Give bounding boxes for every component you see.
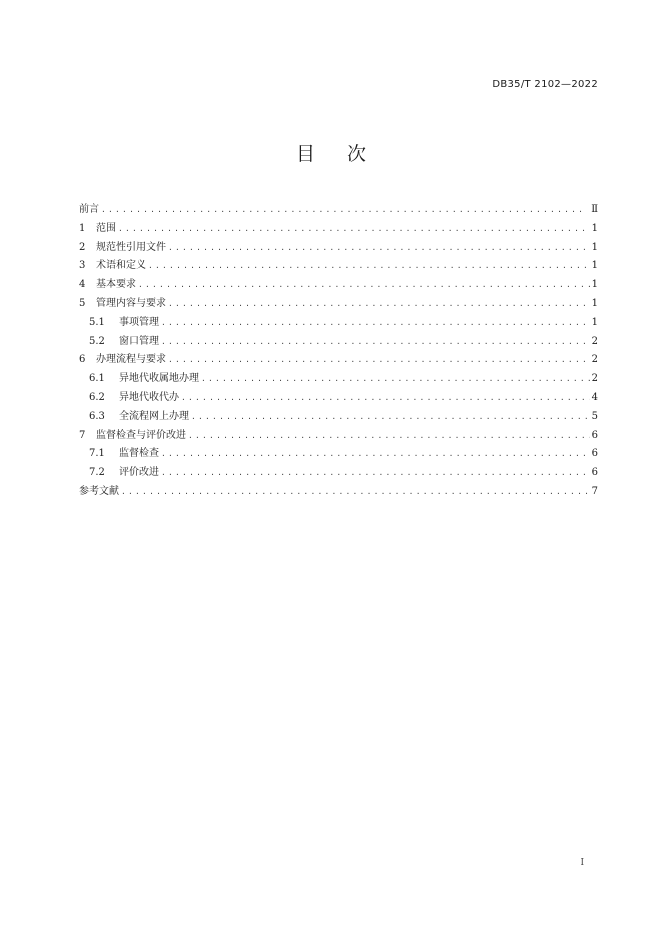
toc-entry-page: 1 <box>591 316 598 328</box>
toc-title <box>0 139 662 166</box>
toc-leader-dots <box>168 295 590 314</box>
toc-entry-label: 监督检查 <box>119 448 159 460</box>
toc-entry-6[interactable] <box>79 351 598 370</box>
toc-leader-dots <box>168 239 590 258</box>
toc-entry-page: 2 <box>591 354 598 366</box>
standard-code: DB35/T 2102—2022 <box>492 79 598 90</box>
toc-entry-7-2[interactable] <box>79 464 598 483</box>
toc-entry-label: 异地代收代办 <box>119 391 179 403</box>
toc-entry-number: 6.2 <box>89 391 105 403</box>
toc-entry-page: Ⅱ <box>591 204 598 215</box>
toc-entry-label: 异地代收属地办理 <box>119 373 199 385</box>
toc-entry-label: 监督检查与评价改进 <box>96 429 186 441</box>
toc-leader-dots <box>161 445 590 464</box>
toc-entry-page: 1 <box>591 241 598 253</box>
toc-entry-label: 事项管理 <box>119 316 159 328</box>
toc-entry-page: 4 <box>591 391 598 403</box>
toc-leader-dots <box>118 220 590 239</box>
toc-entry-number: 5.1 <box>89 316 105 328</box>
toc-entry-page: 6 <box>591 448 598 460</box>
toc-entry-number: 3 <box>79 260 86 272</box>
toc-entry-label: 基本要求 <box>96 279 136 291</box>
toc-entry-6-1[interactable] <box>79 370 598 389</box>
toc-entry-1[interactable] <box>79 220 598 239</box>
toc-entry-6-3[interactable] <box>79 408 598 427</box>
toc-leader-dots <box>188 427 590 446</box>
page-number: I <box>580 858 584 868</box>
toc-entry-number: 5.2 <box>89 335 105 347</box>
toc-entry-7[interactable] <box>79 427 598 446</box>
toc-leader-dots <box>161 314 590 333</box>
toc-entry-6-2[interactable] <box>79 389 598 408</box>
toc-leader-dots <box>201 370 590 389</box>
toc-leader-dots <box>101 201 582 220</box>
toc-entry-7-1[interactable] <box>79 445 598 464</box>
toc-entry-label: 全流程网上办理 <box>119 410 189 422</box>
toc-entry-number: 6.1 <box>89 373 105 385</box>
toc-entry-page: 6 <box>591 429 598 441</box>
toc-leader-dots <box>138 276 590 295</box>
toc-entry-label: 术语和定义 <box>96 260 146 272</box>
toc-entry-page: 1 <box>591 279 598 291</box>
toc-entry-label: 规范性引用文件 <box>96 241 166 253</box>
toc-entry-number: 6.3 <box>89 410 105 422</box>
toc-entry-label: 范围 <box>96 222 116 234</box>
toc-entry-number: 5 <box>79 297 86 309</box>
toc-entry-2[interactable] <box>79 239 598 258</box>
toc-entry-page: 7 <box>591 485 598 497</box>
table-of-contents <box>79 201 598 502</box>
toc-entry-number: 7.2 <box>89 467 105 479</box>
toc-entry-label: 窗口管理 <box>119 335 159 347</box>
toc-entry-page: 5 <box>591 410 598 422</box>
toc-entry-5[interactable] <box>79 295 598 314</box>
toc-entry-number: 1 <box>79 222 86 234</box>
toc-leader-dots <box>148 257 590 276</box>
toc-leader-dots <box>181 389 590 408</box>
toc-entry-3[interactable] <box>79 257 598 276</box>
toc-entry-page: 2 <box>591 335 598 347</box>
toc-entry-number: 7.1 <box>89 448 105 460</box>
toc-leader-dots <box>161 464 590 483</box>
toc-leader-dots <box>161 333 590 352</box>
toc-title-char-1: 目 <box>295 143 315 165</box>
toc-leader-dots <box>191 408 590 427</box>
toc-entry-number: 2 <box>79 241 86 253</box>
toc-entry-label: 评价改进 <box>119 467 159 479</box>
toc-entry-label: 办理流程与要求 <box>96 354 166 366</box>
toc-entry-page: 6 <box>591 467 598 479</box>
toc-entry-page: 1 <box>591 260 598 272</box>
toc-entry-4[interactable] <box>79 276 598 295</box>
toc-entry-page: 1 <box>591 222 598 234</box>
toc-entry-references[interactable] <box>79 483 598 502</box>
toc-entry-foreword[interactable] <box>79 201 598 220</box>
toc-entry-label: 管理内容与要求 <box>96 297 166 309</box>
toc-entry-5-2[interactable] <box>79 333 598 352</box>
toc-entry-label: 前言 <box>79 204 99 215</box>
toc-entry-number: 6 <box>79 354 86 366</box>
toc-entry-5-1[interactable] <box>79 314 598 333</box>
toc-entry-page: 1 <box>591 297 598 309</box>
toc-title-char-2: 次 <box>347 143 367 165</box>
toc-entry-page: 2 <box>591 373 598 385</box>
toc-entry-number: 7 <box>79 429 86 441</box>
toc-leader-dots <box>168 351 590 370</box>
toc-entry-number: 4 <box>79 279 86 291</box>
toc-entry-label: 参考文献 <box>79 485 119 497</box>
toc-leader-dots <box>121 483 590 502</box>
